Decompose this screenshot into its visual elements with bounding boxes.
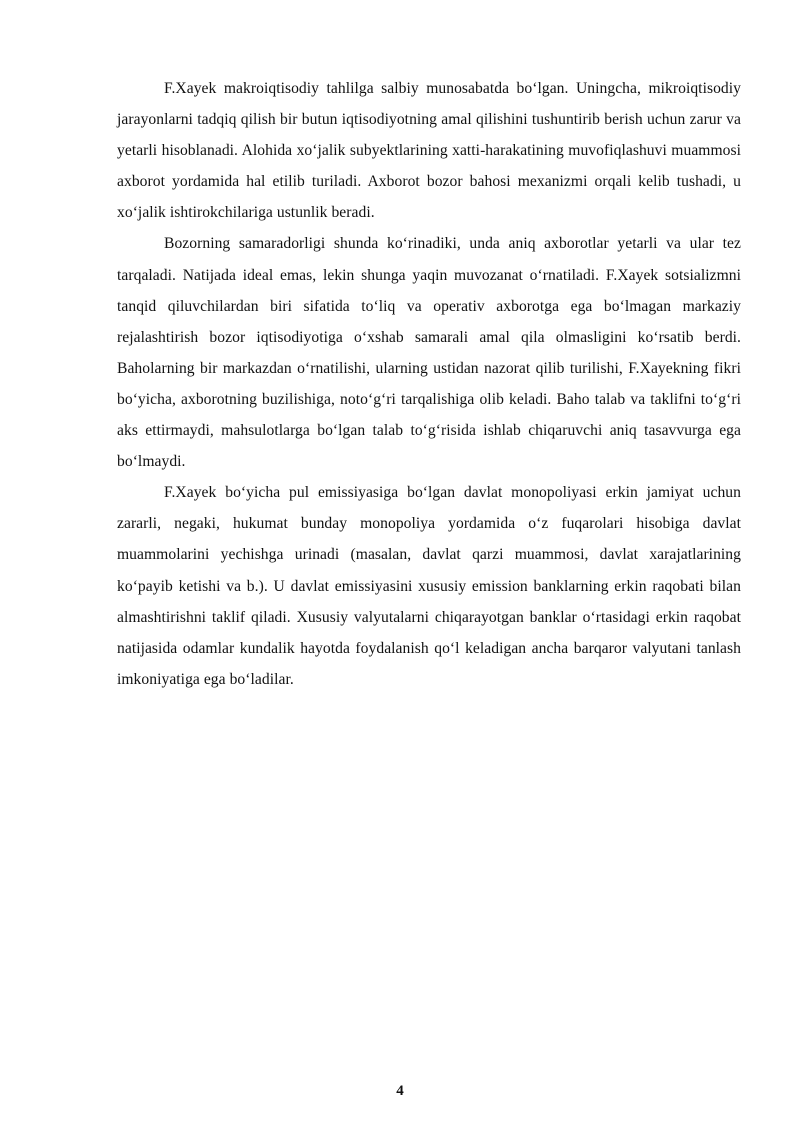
paragraph: F.Xayek makroiqtisodiy tahlilga salbiy munosabatda bo‘lgan. Uningcha, mikroiqtisodiy jarayonlarni tadqiq qilish bir butun iqtisodiyotning amal qilishini tushuntirib berish uchun zarur va yetarli hisoblanadi. Alohida xo‘jalik subyektlarining xatti-harakatining muvofiqlashuvi muammosi axborot yordamida hal etilib turiladi. Axborot bozor bahosi mexanizmi orqali kelib tushadi, u xo‘jalik ishtirokchilariga ustunlik beradi.	[117, 80, 741, 222]
paragraph: Bozorning samaradorligi shunda ko‘rinadiki, unda aniq axborotlar yetarli va ular tez tarqaladi. Natijada ideal emas, lekin shunga yaqin muvozanat o‘rnatiladi. F.Xayek sotsializmni tanqid qiluvchilardan biri sifatida to‘liq va operativ axborotga ega bo‘lmagan markaziy rejalashtirish bozor iqtisodiyotiga o‘xshab samarali amal qila olmasligini ko‘rsatib berdi. Baholarning bir markazdan o‘rnatilishi, ularning ustidan nazorat qilib turilishi, F.Xayekning fikri bo‘yicha, axborotning buzilishiga, noto‘g‘ri tarqalishiga olib keladi. Baho talab va taklifni to‘g‘ri aks ettirmaydi, mahsulotlarga bo‘lgan talab to‘g‘risida ishlab chiqaruvchi aniq tasavvurga ega bo‘lmaydi.	[117, 235, 741, 471]
page-number: 4	[396, 1083, 404, 1099]
paragraph: F.Xayek bo‘yicha pul emissiyasiga bo‘lgan davlat monopoliyasi erkin jamiyat uchun zararli, negaki, hukumat bunday monopoliya yordamida o‘z fuqarolari hisobiga davlat muammolarini yechishga urinadi (masalan, davlat qarzi muammosi, davlat xarajatlarining ko‘payib ketishi va b.). U davlat emissiyasini xususiy emission banklarning erkin raqobati bilan almashtirishni taklif qiladi. Xususiy valyutalarni chiqarayotgan banklar o‘rtasidagi erkin raqobat natijasida odamlar kundalik hayotda foydalanish qo‘l keladigan ancha barqaror valyutani tanlash imkoniyatiga ega bo‘ladilar.	[117, 484, 741, 688]
body-text	[117, 73, 741, 695]
